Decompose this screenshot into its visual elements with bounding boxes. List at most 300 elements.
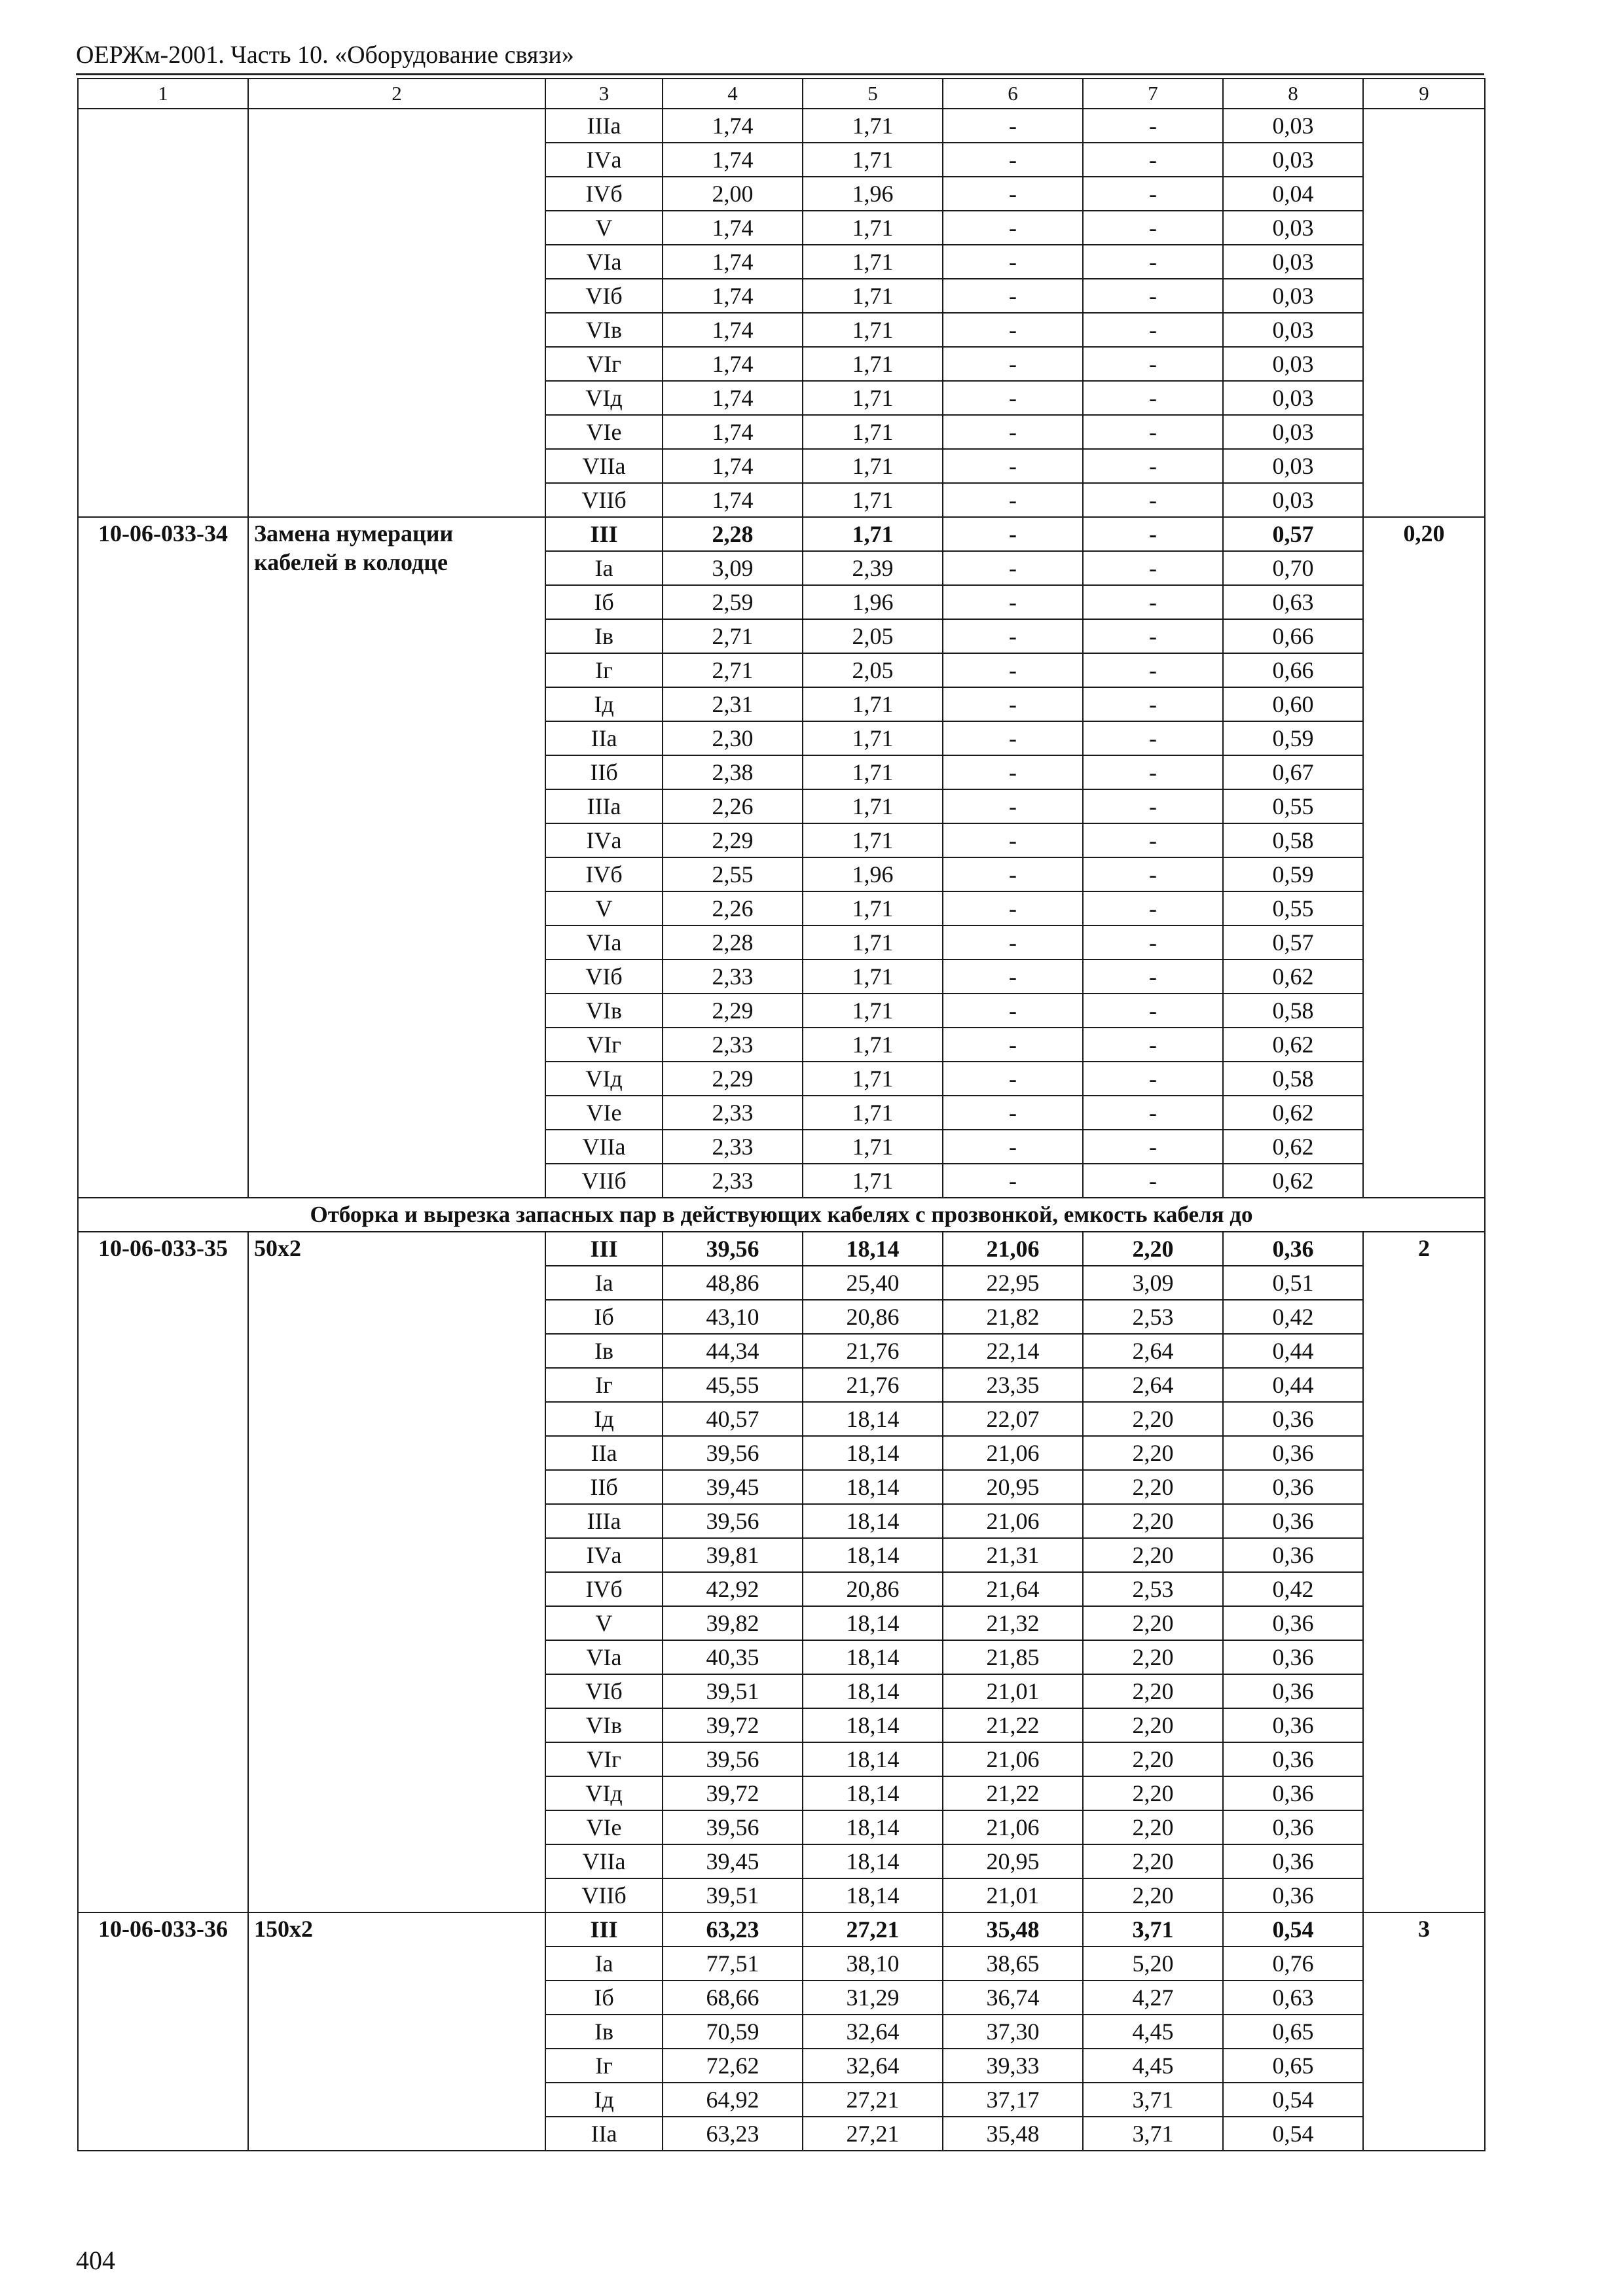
machinist-wage: 2,20	[1083, 1878, 1223, 1912]
machinist-wage: 2,20	[1083, 1674, 1223, 1708]
machine-cost: -	[943, 415, 1083, 449]
zone-code: Iв	[545, 1334, 663, 1368]
labor-cost: 18,14	[803, 1436, 943, 1470]
zone-code: VIIа	[545, 1844, 663, 1878]
labor-cost: 1,71	[803, 1130, 943, 1164]
labor-cost: 20,86	[803, 1300, 943, 1334]
labor-cost: 1,96	[803, 857, 943, 891]
machinist-wage: -	[1083, 994, 1223, 1028]
total-cost: 1,74	[663, 347, 803, 381]
materials-cost: 0,55	[1223, 789, 1363, 823]
zone-code: VIб	[545, 279, 663, 313]
materials-cost: 0,67	[1223, 755, 1363, 789]
materials-cost: 0,03	[1223, 449, 1363, 483]
total-cost: 2,28	[663, 517, 803, 551]
labor-cost: 18,14	[803, 1606, 943, 1640]
materials-cost: 0,42	[1223, 1572, 1363, 1606]
total-cost: 39,81	[663, 1538, 803, 1572]
machinist-wage: 2,20	[1083, 1640, 1223, 1674]
total-cost: 43,10	[663, 1300, 803, 1334]
machine-cost: -	[943, 994, 1083, 1028]
rates-table	[77, 78, 1486, 2151]
machine-cost: -	[943, 721, 1083, 755]
total-cost: 72,62	[663, 2049, 803, 2083]
zone-code: Iг	[545, 2049, 663, 2083]
labor-cost: 27,21	[803, 2083, 943, 2117]
labor-cost: 18,14	[803, 1810, 943, 1844]
machinist-wage: -	[1083, 925, 1223, 960]
work-name: 50x2	[248, 1232, 545, 1912]
machinist-wage: 3,71	[1083, 2083, 1223, 2117]
total-cost: 63,23	[663, 1912, 803, 1946]
zone-code: IVа	[545, 143, 663, 177]
column-number: 6	[943, 79, 1083, 109]
zone-code: IIа	[545, 721, 663, 755]
materials-cost: 0,03	[1223, 279, 1363, 313]
zone-code: Iг	[545, 653, 663, 687]
total-cost: 1,74	[663, 109, 803, 143]
machinist-wage: -	[1083, 721, 1223, 755]
zone-code: IIа	[545, 2117, 663, 2151]
machine-cost: -	[943, 517, 1083, 551]
zone-code: IIб	[545, 755, 663, 789]
materials-cost: 0,55	[1223, 891, 1363, 925]
machinist-wage: -	[1083, 245, 1223, 279]
materials-cost: 0,36	[1223, 1878, 1363, 1912]
total-cost: 77,51	[663, 1946, 803, 1981]
machine-cost: 21,82	[943, 1300, 1083, 1334]
labor-cost: 1,96	[803, 177, 943, 211]
materials-cost: 0,36	[1223, 1606, 1363, 1640]
materials-cost: 0,36	[1223, 1708, 1363, 1742]
labor-cost: 18,14	[803, 1232, 943, 1266]
total-cost: 39,72	[663, 1776, 803, 1810]
total-cost: 39,82	[663, 1606, 803, 1640]
zone-code: VIIа	[545, 449, 663, 483]
machinist-wage: -	[1083, 211, 1223, 245]
zone-code: VIд	[545, 1776, 663, 1810]
materials-cost: 0,36	[1223, 1402, 1363, 1436]
total-cost: 39,72	[663, 1708, 803, 1742]
materials-cost: 0,70	[1223, 551, 1363, 585]
machinist-wage: 2,64	[1083, 1334, 1223, 1368]
machine-cost: 21,06	[943, 1810, 1083, 1844]
labor-cost: 25,40	[803, 1266, 943, 1300]
zone-code: VIв	[545, 313, 663, 347]
machine-cost: 21,22	[943, 1708, 1083, 1742]
materials-cost: 0,03	[1223, 483, 1363, 517]
machinist-wage: 2,20	[1083, 1810, 1223, 1844]
labor-cost: 1,71	[803, 1164, 943, 1198]
zone-code: VIд	[545, 1062, 663, 1096]
labor-cost: 1,71	[803, 143, 943, 177]
zone-code: VIе	[545, 1810, 663, 1844]
machine-cost: 21,64	[943, 1572, 1083, 1606]
zone-code: Iв	[545, 2015, 663, 2049]
total-cost: 68,66	[663, 1981, 803, 2015]
labor-cost: 18,14	[803, 1402, 943, 1436]
column-number: 3	[545, 79, 663, 109]
total-cost: 2,33	[663, 960, 803, 994]
header-rule	[76, 73, 1484, 75]
labor-cost: 1,71	[803, 109, 943, 143]
materials-cost: 0,36	[1223, 1470, 1363, 1504]
labor-cost: 1,71	[803, 960, 943, 994]
zone-code: Iб	[545, 585, 663, 619]
total-cost: 1,74	[663, 381, 803, 415]
labor-cost: 18,14	[803, 1640, 943, 1674]
labor-cost: 1,71	[803, 994, 943, 1028]
zone-code: VIг	[545, 1028, 663, 1062]
machinist-wage: 2,20	[1083, 1436, 1223, 1470]
total-cost: 1,74	[663, 449, 803, 483]
machine-cost: -	[943, 381, 1083, 415]
zone-code: VIIб	[545, 1164, 663, 1198]
total-cost: 2,59	[663, 585, 803, 619]
machine-cost: 21,01	[943, 1878, 1083, 1912]
column-number-row	[78, 79, 1485, 109]
labor-cost: 21,76	[803, 1368, 943, 1402]
machine-cost: 21,85	[943, 1640, 1083, 1674]
zone-code: Iд	[545, 1402, 663, 1436]
machinist-wage: -	[1083, 449, 1223, 483]
labor-cost: 2,39	[803, 551, 943, 585]
materials-cost: 0,58	[1223, 823, 1363, 857]
machine-cost: -	[943, 449, 1083, 483]
machine-cost: 21,22	[943, 1776, 1083, 1810]
zone-code: VIг	[545, 347, 663, 381]
machinist-wage: -	[1083, 789, 1223, 823]
labor-hours: 3	[1363, 1912, 1485, 2151]
machine-cost: 20,95	[943, 1470, 1083, 1504]
total-cost: 1,74	[663, 313, 803, 347]
machinist-wage: -	[1083, 483, 1223, 517]
machinist-wage: 3,71	[1083, 2117, 1223, 2151]
labor-cost: 1,71	[803, 211, 943, 245]
labor-cost: 18,14	[803, 1708, 943, 1742]
materials-cost: 0,57	[1223, 517, 1363, 551]
labor-cost: 32,64	[803, 2015, 943, 2049]
total-cost: 64,92	[663, 2083, 803, 2117]
materials-cost: 0,36	[1223, 1844, 1363, 1878]
total-cost: 1,74	[663, 415, 803, 449]
labor-cost: 1,71	[803, 823, 943, 857]
machinist-wage: 2,53	[1083, 1300, 1223, 1334]
page-number: 404	[76, 2246, 115, 2275]
machinist-wage: -	[1083, 857, 1223, 891]
labor-hours	[1363, 109, 1485, 517]
machinist-wage: 2,20	[1083, 1844, 1223, 1878]
column-number: 1	[78, 79, 248, 109]
zone-code: Iв	[545, 619, 663, 653]
zone-code: IVа	[545, 823, 663, 857]
labor-cost: 1,71	[803, 347, 943, 381]
zone-code: Iд	[545, 687, 663, 721]
column-number: 9	[1363, 79, 1485, 109]
labor-cost: 1,71	[803, 1062, 943, 1096]
total-cost: 2,38	[663, 755, 803, 789]
materials-cost: 0,57	[1223, 925, 1363, 960]
machinist-wage: -	[1083, 279, 1223, 313]
labor-hours: 0,20	[1363, 517, 1485, 1198]
zone-code: VIIа	[545, 1130, 663, 1164]
materials-cost: 0,36	[1223, 1776, 1363, 1810]
machine-cost: 22,14	[943, 1334, 1083, 1368]
machinist-wage: -	[1083, 755, 1223, 789]
total-cost: 2,30	[663, 721, 803, 755]
zone-code: VIе	[545, 415, 663, 449]
labor-cost: 1,71	[803, 1096, 943, 1130]
machinist-wage: 5,20	[1083, 1946, 1223, 1981]
machinist-wage: -	[1083, 960, 1223, 994]
labor-cost: 1,71	[803, 755, 943, 789]
machinist-wage: -	[1083, 1028, 1223, 1062]
machinist-wage: 2,20	[1083, 1402, 1223, 1436]
machine-cost: 20,95	[943, 1844, 1083, 1878]
work-name	[248, 109, 545, 517]
zone-code: V	[545, 1606, 663, 1640]
materials-cost: 0,54	[1223, 2117, 1363, 2151]
labor-cost: 18,14	[803, 1776, 943, 1810]
machine-cost: -	[943, 109, 1083, 143]
zone-code: IIIа	[545, 1504, 663, 1538]
machine-cost: 22,95	[943, 1266, 1083, 1300]
total-cost: 39,56	[663, 1436, 803, 1470]
machine-cost: 36,74	[943, 1981, 1083, 2015]
materials-cost: 0,03	[1223, 245, 1363, 279]
materials-cost: 0,36	[1223, 1742, 1363, 1776]
materials-cost: 0,36	[1223, 1538, 1363, 1572]
rate-code: 10-06-033-36	[78, 1912, 248, 2151]
total-cost: 39,56	[663, 1742, 803, 1776]
column-number: 7	[1083, 79, 1223, 109]
materials-cost: 0,03	[1223, 313, 1363, 347]
machinist-wage: -	[1083, 381, 1223, 415]
zone-code: Iа	[545, 551, 663, 585]
section-title: Отборка и вырезка запасных пар в действующих кабелях с прозвонкой, емкость кабеля до	[78, 1198, 1485, 1232]
labor-cost: 1,71	[803, 789, 943, 823]
total-cost: 1,74	[663, 245, 803, 279]
zone-code: IIа	[545, 1436, 663, 1470]
total-cost: 2,55	[663, 857, 803, 891]
machinist-wage: 2,20	[1083, 1504, 1223, 1538]
materials-cost: 0,03	[1223, 415, 1363, 449]
total-cost: 39,56	[663, 1810, 803, 1844]
materials-cost: 0,58	[1223, 1062, 1363, 1096]
labor-cost: 20,86	[803, 1572, 943, 1606]
machinist-wage: -	[1083, 1096, 1223, 1130]
materials-cost: 0,65	[1223, 2049, 1363, 2083]
table-row	[78, 109, 1485, 143]
machinist-wage: -	[1083, 313, 1223, 347]
machine-cost: 21,06	[943, 1436, 1083, 1470]
labor-cost: 21,76	[803, 1334, 943, 1368]
total-cost: 39,51	[663, 1878, 803, 1912]
labor-cost: 38,10	[803, 1946, 943, 1981]
machinist-wage: 2,53	[1083, 1572, 1223, 1606]
machine-cost: -	[943, 653, 1083, 687]
labor-cost: 18,14	[803, 1674, 943, 1708]
labor-cost: 31,29	[803, 1981, 943, 2015]
machinist-wage: -	[1083, 687, 1223, 721]
zone-code: Iд	[545, 2083, 663, 2117]
materials-cost: 0,63	[1223, 585, 1363, 619]
labor-cost: 2,05	[803, 653, 943, 687]
machine-cost: -	[943, 857, 1083, 891]
zone-code: IIб	[545, 1470, 663, 1504]
zone-code: IVа	[545, 1538, 663, 1572]
materials-cost: 0,62	[1223, 1164, 1363, 1198]
total-cost: 39,45	[663, 1844, 803, 1878]
materials-cost: 0,58	[1223, 994, 1363, 1028]
zone-code: VIа	[545, 925, 663, 960]
machinist-wage: 2,20	[1083, 1538, 1223, 1572]
labor-cost: 27,21	[803, 1912, 943, 1946]
materials-cost: 0,42	[1223, 1300, 1363, 1334]
labor-cost: 18,14	[803, 1844, 943, 1878]
work-name: 150x2	[248, 1912, 545, 2151]
materials-cost: 0,03	[1223, 109, 1363, 143]
machine-cost: 39,33	[943, 2049, 1083, 2083]
total-cost: 2,26	[663, 891, 803, 925]
total-cost: 2,33	[663, 1028, 803, 1062]
total-cost: 2,33	[663, 1130, 803, 1164]
column-number: 5	[803, 79, 943, 109]
total-cost: 63,23	[663, 2117, 803, 2151]
labor-cost: 1,71	[803, 381, 943, 415]
total-cost: 3,09	[663, 551, 803, 585]
machine-cost: -	[943, 619, 1083, 653]
total-cost: 39,51	[663, 1674, 803, 1708]
labor-cost: 1,71	[803, 517, 943, 551]
labor-cost: 18,14	[803, 1504, 943, 1538]
machine-cost: -	[943, 1062, 1083, 1096]
materials-cost: 0,03	[1223, 347, 1363, 381]
table-row	[78, 1912, 1485, 1946]
machine-cost: -	[943, 177, 1083, 211]
zone-code: III	[545, 1912, 663, 1946]
materials-cost: 0,62	[1223, 1130, 1363, 1164]
labor-cost: 2,05	[803, 619, 943, 653]
total-cost: 2,33	[663, 1096, 803, 1130]
machinist-wage: 2,20	[1083, 1606, 1223, 1640]
total-cost: 45,55	[663, 1368, 803, 1402]
materials-cost: 0,54	[1223, 1912, 1363, 1946]
machine-cost: 21,32	[943, 1606, 1083, 1640]
labor-cost: 1,71	[803, 721, 943, 755]
machine-cost: -	[943, 687, 1083, 721]
materials-cost: 0,36	[1223, 1674, 1363, 1708]
materials-cost: 0,66	[1223, 619, 1363, 653]
column-number: 2	[248, 79, 545, 109]
zone-code: III	[545, 517, 663, 551]
zone-code: Iа	[545, 1946, 663, 1981]
zone-code: VIе	[545, 1096, 663, 1130]
machine-cost: -	[943, 789, 1083, 823]
total-cost: 2,29	[663, 1062, 803, 1096]
zone-code: Iг	[545, 1368, 663, 1402]
machine-cost: -	[943, 585, 1083, 619]
machine-cost: -	[943, 823, 1083, 857]
machine-cost: 37,17	[943, 2083, 1083, 2117]
machinist-wage: -	[1083, 143, 1223, 177]
total-cost: 48,86	[663, 1266, 803, 1300]
machine-cost: -	[943, 143, 1083, 177]
machinist-wage: 2,20	[1083, 1742, 1223, 1776]
machine-cost: -	[943, 483, 1083, 517]
materials-cost: 0,62	[1223, 960, 1363, 994]
machine-cost: 21,06	[943, 1232, 1083, 1266]
labor-cost: 18,14	[803, 1538, 943, 1572]
rate-code: 10-06-033-34	[78, 517, 248, 1198]
total-cost: 70,59	[663, 2015, 803, 2049]
labor-cost: 1,71	[803, 925, 943, 960]
machine-cost: 35,48	[943, 2117, 1083, 2151]
machine-cost: -	[943, 891, 1083, 925]
machinist-wage: -	[1083, 415, 1223, 449]
total-cost: 40,35	[663, 1640, 803, 1674]
machinist-wage: -	[1083, 619, 1223, 653]
table-row	[78, 517, 1485, 551]
total-cost: 2,29	[663, 823, 803, 857]
total-cost: 1,74	[663, 279, 803, 313]
machine-cost: 21,01	[943, 1674, 1083, 1708]
machine-cost: -	[943, 551, 1083, 585]
materials-cost: 0,60	[1223, 687, 1363, 721]
machinist-wage: -	[1083, 551, 1223, 585]
machine-cost: -	[943, 347, 1083, 381]
labor-cost: 32,64	[803, 2049, 943, 2083]
zone-code: VIа	[545, 1640, 663, 1674]
zone-code: V	[545, 211, 663, 245]
materials-cost: 0,59	[1223, 721, 1363, 755]
total-cost: 42,92	[663, 1572, 803, 1606]
machinist-wage: 3,09	[1083, 1266, 1223, 1300]
zone-code: VIIб	[545, 483, 663, 517]
zone-code: VIв	[545, 1708, 663, 1742]
zone-code: IVб	[545, 1572, 663, 1606]
machinist-wage: -	[1083, 585, 1223, 619]
materials-cost: 0,03	[1223, 211, 1363, 245]
machine-cost: -	[943, 960, 1083, 994]
labor-cost: 18,14	[803, 1742, 943, 1776]
machine-cost: 21,31	[943, 1538, 1083, 1572]
total-cost: 2,28	[663, 925, 803, 960]
total-cost: 2,26	[663, 789, 803, 823]
zone-code: VIб	[545, 960, 663, 994]
materials-cost: 0,04	[1223, 177, 1363, 211]
zone-code: VIв	[545, 994, 663, 1028]
rate-code: 10-06-033-35	[78, 1232, 248, 1912]
materials-cost: 0,44	[1223, 1368, 1363, 1402]
labor-cost: 1,71	[803, 891, 943, 925]
machine-cost: -	[943, 279, 1083, 313]
machinist-wage: -	[1083, 517, 1223, 551]
zone-code: VIб	[545, 1674, 663, 1708]
materials-cost: 0,65	[1223, 2015, 1363, 2049]
materials-cost: 0,62	[1223, 1028, 1363, 1062]
labor-cost: 1,71	[803, 415, 943, 449]
labor-cost: 18,14	[803, 1470, 943, 1504]
total-cost: 2,71	[663, 653, 803, 687]
labor-cost: 1,96	[803, 585, 943, 619]
machinist-wage: 3,71	[1083, 1912, 1223, 1946]
total-cost: 2,33	[663, 1164, 803, 1198]
zone-code: Iб	[545, 1981, 663, 2015]
machinist-wage: 2,20	[1083, 1776, 1223, 1810]
materials-cost: 0,62	[1223, 1096, 1363, 1130]
total-cost: 40,57	[663, 1402, 803, 1436]
